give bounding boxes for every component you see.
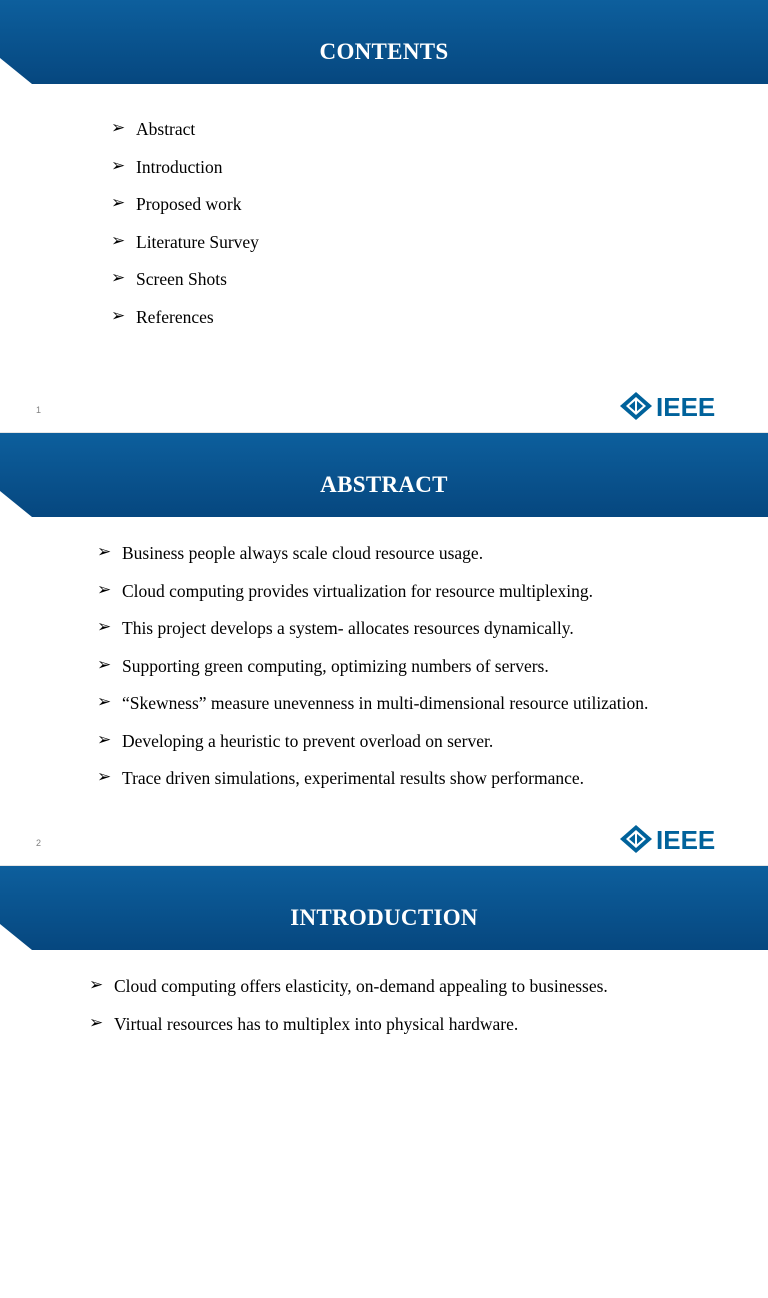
arrow-bullet-icon: ➢ xyxy=(97,617,112,637)
list-item xyxy=(97,580,648,618)
list-item xyxy=(97,767,648,805)
list-item-text: Introduction xyxy=(136,156,223,177)
slide-title: CONTENTS xyxy=(319,39,449,64)
arrow-bullet-icon: ➢ xyxy=(89,975,104,995)
list-item xyxy=(89,1013,608,1051)
list-item xyxy=(97,730,648,768)
ieee-logo xyxy=(618,390,740,422)
arrow-bullet-icon: ➢ xyxy=(97,654,112,675)
list-item-text: Trace driven simulations, experimental results show performance. xyxy=(122,768,585,788)
list-item-text: Business people always scale cloud resource usage. xyxy=(122,543,484,563)
arrow-bullet-icon: ➢ xyxy=(111,268,126,288)
page-number: 1 xyxy=(36,405,42,415)
list-item-text: Supporting green computing, optimizing numbers of servers. xyxy=(122,655,549,676)
arrow-bullet-icon: ➢ xyxy=(111,305,126,326)
list-item-text: Abstract xyxy=(136,119,196,139)
list-item xyxy=(111,156,259,194)
list-item xyxy=(97,542,648,580)
arrow-bullet-icon: ➢ xyxy=(111,193,126,213)
list-item xyxy=(111,231,259,269)
list-item-text: Developing a heuristic to prevent overload on server. xyxy=(122,730,494,751)
arrow-bullet-icon: ➢ xyxy=(97,767,112,787)
bullet-list xyxy=(111,118,259,343)
list-item xyxy=(97,655,648,693)
arrow-bullet-icon: ➢ xyxy=(97,579,112,600)
list-item-text: Cloud computing provides virtualization for resource multiplexing. xyxy=(122,580,593,601)
list-item-text: “Skewness” measure unevenness in multi-dimensional resource utilization. xyxy=(122,693,649,713)
arrow-bullet-icon: ➢ xyxy=(97,692,112,712)
slide-title: INTRODUCTION xyxy=(290,905,478,930)
arrow-bullet-icon: ➢ xyxy=(97,729,112,750)
list-item-text: Cloud computing offers elasticity, on-demand appealing to businesses. xyxy=(114,976,608,996)
arrow-bullet-icon: ➢ xyxy=(97,542,112,562)
list-item xyxy=(111,118,259,156)
arrow-bullet-icon: ➢ xyxy=(111,155,126,176)
slide-abstract xyxy=(0,433,768,865)
bullet-list xyxy=(97,542,648,805)
list-item-text: This project develops a system- allocates resources dynamically. xyxy=(122,618,574,638)
list-item-text: Virtual resources has to multiplex into physical hardware. xyxy=(114,1013,519,1034)
logo-text: IEEE xyxy=(656,392,716,422)
slide-contents xyxy=(0,0,768,432)
slide-introduction xyxy=(0,866,768,1298)
arrow-bullet-icon: ➢ xyxy=(111,118,126,138)
arrow-bullet-icon: ➢ xyxy=(89,1012,104,1033)
list-item xyxy=(97,692,648,730)
ieee-logo xyxy=(618,823,740,855)
list-item-text: Screen Shots xyxy=(136,269,227,289)
list-item-text: References xyxy=(136,306,214,327)
list-item xyxy=(111,193,259,231)
list-item xyxy=(89,975,608,1013)
arrow-bullet-icon: ➢ xyxy=(111,230,126,251)
list-item xyxy=(111,268,259,306)
list-item xyxy=(111,306,259,344)
bullet-list xyxy=(89,975,608,1050)
slide-title: ABSTRACT xyxy=(320,472,448,497)
list-item xyxy=(97,617,648,655)
list-item-text: Literature Survey xyxy=(136,231,259,252)
logo-text: IEEE xyxy=(656,825,716,855)
page-number: 2 xyxy=(36,838,42,848)
list-item-text: Proposed work xyxy=(136,194,242,214)
